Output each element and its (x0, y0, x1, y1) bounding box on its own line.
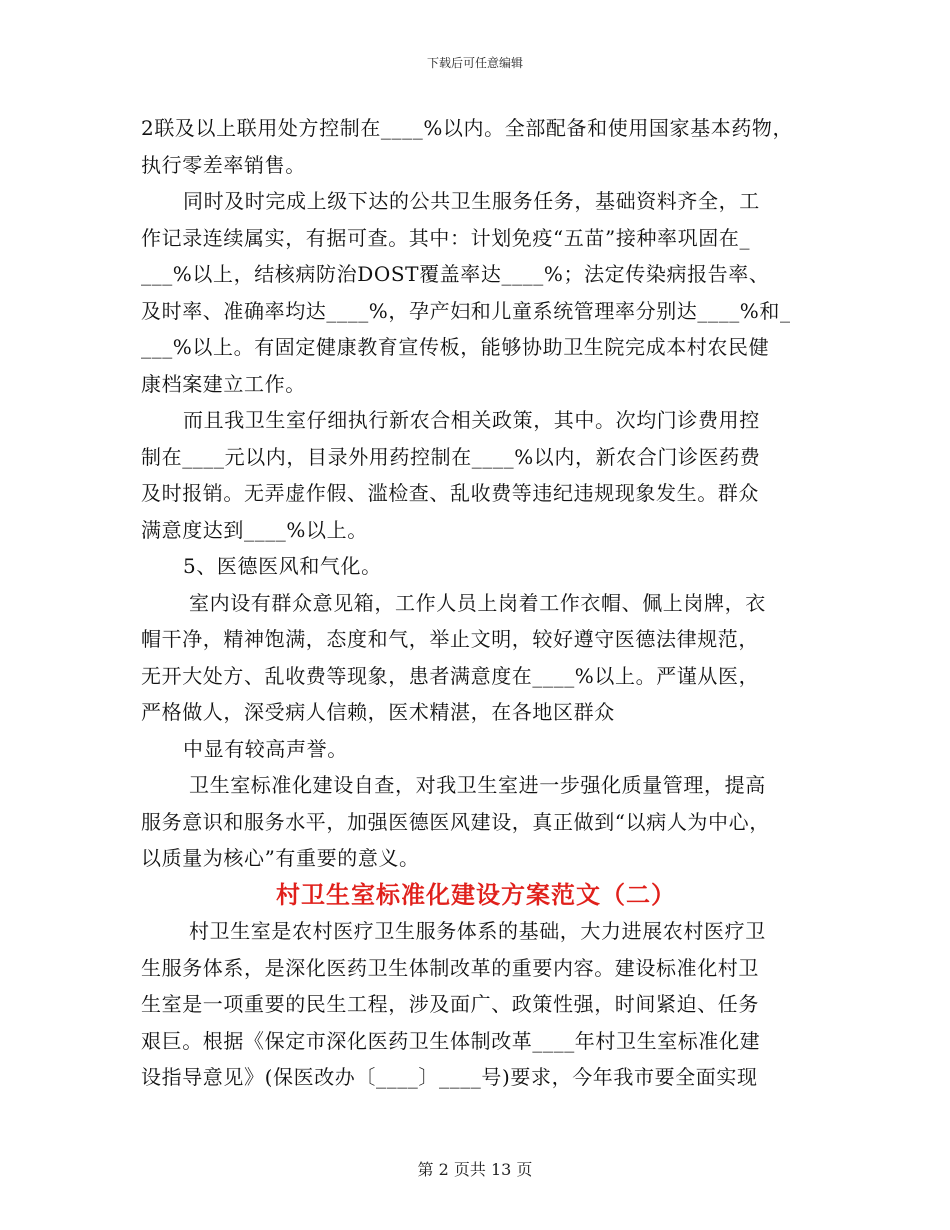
text-line: 以质量为核心”有重要的意义。 (141, 846, 420, 870)
page-header: 下载后可任意编辑 (426, 56, 523, 70)
text-line: 而且我卫生室仔细执行新农合相关政策，其中。次均门诊费用控 (183, 408, 760, 432)
text-line: 严格做人，深受病人信赖，医术精湛，在各地区群众 (141, 700, 615, 724)
text-line: 及时率、准确率均达____%，孕产妇和儿童系统管理率分别达____%和_ (141, 298, 791, 323)
text-line: 2联及以上联用处方控制在____%以内。全部配备和使用国家基本药物， (141, 116, 794, 140)
document-body (141, 110, 811, 1096)
text-line: 生服务体系，是深化医药卫生体制改革的重要内容。建设标准化村卫 (141, 955, 759, 980)
text-line: 康档案建立工作。 (141, 371, 306, 396)
text-line: ___%以上，结核病防治DOST覆盖率达____%；法定传染病报告率、 (141, 262, 770, 286)
text-line: 设指导意见》(保医改办〔____〕____号)要求，今年我市要全面实现 (141, 1065, 758, 1089)
text-line: 无开大处方、乱收费等现象，患者满意度在____%以上。严谨从医， (141, 663, 760, 688)
text-line: 卫生室标准化建设自查，对我卫生室进一步强化质量管理，提高 (189, 773, 766, 797)
section-heading-5: 5、医德医风和气化。 (183, 554, 382, 578)
text-line: 执行零差率销售。 (141, 152, 306, 177)
text-line: 村卫生室是农村医疗卫生服务体系的基础，大力进展农村医疗卫 (189, 919, 766, 943)
text-line: 艰巨。根据《保定市深化医药卫生体制改革____年村卫生室标准化建 (141, 1028, 761, 1053)
text-line: 作记录连续属实，有据可查。其中：计划免疫“五苗”接种率巩固在_ (141, 225, 751, 250)
text-line: 同时及时完成上级下达的公共卫生服务任务，基础资料齐全，工 (183, 189, 760, 213)
text-line: ___%以上。有固定健康教育宣传板，能够协助卫生院完成本村农民健 (141, 335, 770, 359)
page-footer: 第 2 页共 13 页 (417, 1160, 533, 1179)
text-line: 帽干净，精神饱满，态度和气，举止文明，较好遵守医德法律规范， (141, 627, 759, 651)
text-line: 服务意识和服务水平，加强医德医风建设，真正做到“以病人为中心， (141, 809, 770, 834)
text-line: 及时报销。无弄虚作假、滥检查、乱收费等违纪违规现象发生。群众 (141, 481, 759, 505)
text-line: 制在____元以内，目录外用药控制在____%以内，新农合门诊医药费 (141, 444, 761, 469)
text-line: 生室是一项重要的民生工程，涉及面广、政策性强，时间紧迫、任务 (141, 992, 759, 1016)
text-line: 中显有较高声誉。 (183, 736, 348, 761)
section-title: 村卫生室标准化建设方案范文（二） (276, 879, 676, 909)
text-line: 室内设有群众意见箱，工作人员上岗着工作衣帽、佩上岗牌，衣 (189, 590, 766, 615)
text-line: 满意度达到____%以上。 (141, 517, 368, 542)
